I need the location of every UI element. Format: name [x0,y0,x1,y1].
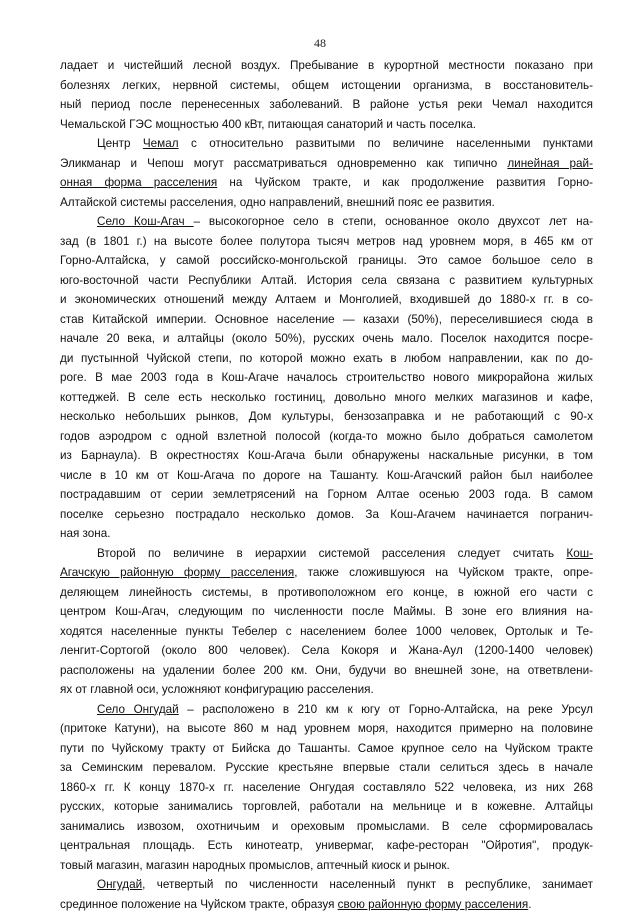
text-span: Эликманар и Чепош могут рассматриваться одновременно как типично [60,156,508,170]
text-line [60,446,593,465]
text-line [97,700,593,719]
text-line [60,407,593,426]
text-line [97,134,593,153]
text-span: годов аэродром с одной взлетной полосой (когда-то можно было добраться самолетом [60,429,593,443]
text-line [60,368,593,387]
text-span: ный период после перенесенных заболеваний. В районе устья реки Чемал находится [60,98,593,111]
text-span: ди пустынной Чуйской степи, по которой можно ехать в любом направлении, как по до- [60,351,593,365]
text-span: с относительно развитыми по величине населенными пунктами [178,137,593,150]
text-span: ях от главной оси, усложняют конфигурацию расселения. [60,683,374,696]
text-line [60,95,593,114]
text-span: зад (в 1801 г.) на высоте более полутора тысяч метров над уровнем моря, в 465 км от [60,234,593,248]
text-line [60,836,593,855]
text-line [60,641,593,660]
text-span: на Чуйском тракте, и как продолжение развития Горно- [217,176,593,189]
text-line [60,427,593,446]
text-line [60,466,593,485]
text-span: Второй по величине в иерархии системой расселения следует считать [97,546,567,560]
text-span: русских, которые занимались торговлей, работали на мельнице и в кожевне. Алтайцы [60,800,593,813]
text-line [60,563,593,582]
text-span: Центр [97,137,143,150]
text-span: . [528,897,532,911]
text-span: – высокогорное село в степи, основанное около двухсот лет на- [193,215,593,228]
text-span: деляющем линейность системы, в противоположном его конце, в южной его части с [60,585,593,599]
underlined-term: Село Онгудай [97,702,179,716]
underlined-term: онная форма расселения [60,176,218,189]
text-line [60,251,593,270]
text-span: центром Кош-Агач, следующим по численности после Маймы. В зоне его влияния на- [60,605,593,618]
text-span: ная зона. [60,527,111,540]
text-span: срединное положение на Чуйском тракте, образуя [60,897,338,911]
text-line [60,524,593,543]
text-line [60,310,593,329]
text-line [97,875,593,894]
underlined-term: линейная рай- [507,156,593,170]
text-span: юго-восточной части Республики Алтай. История села связана с развитием культурных [60,273,593,287]
text-span: , четвертый по численности населенный пункт в республике, занимает [142,878,593,891]
text-span: 1860-х гг. К концу 1870-х гг. население Онгудая составляло 522 человека, из них 268 [60,780,593,794]
text-span: центральная площадь. Есть кинотеатр, универмаг, кафе-ресторан "Ойротия", продук- [60,839,593,852]
underlined-term: Кош- [566,546,593,560]
text-span: из Барнаула). В окрестностях Кош-Агача были обнаружены наскальные рисунки, в том [60,449,593,462]
text-line [60,388,593,407]
underlined-term: Село Кош-Агач [97,215,194,228]
page-number: 48 [314,36,326,50]
text-span: Алтайской системы расселения, одно направлений, внешний пояс ее развития. [60,195,495,209]
text-line [60,680,593,699]
text-line [60,622,593,641]
text-line [60,271,593,290]
text-span: Горно-Алтайска, у самой российско-монгольской границы. Это самое большое село в [60,254,593,267]
text-span: ладает и чистейший лесной воздух. Пребывание в курортной местности показано при [60,59,593,72]
text-line [60,583,593,602]
underlined-term: Онгудай [97,878,143,891]
text-line [60,661,593,680]
text-line [97,544,593,563]
underlined-term: Агачскую районную форму расселения [60,566,295,579]
text-line [60,349,593,368]
text-span: болезнях легких, нервной системы, общем истощении организма, в восстановитель- [60,78,593,92]
text-line [60,290,593,309]
text-line [60,895,593,914]
text-span: числе в 10 км от Кош-Агача по дороге на Ташанту. Кош-Агачский район был наиболее [60,468,593,482]
text-line [60,485,593,504]
text-span: товый магазин, магазин народных промыслов, аптечный киоск и рынок. [60,858,450,872]
text-line [60,778,593,797]
text-span: ленгит-Сортогой (около 800 человек). Села Кокоря и Жана-Аул (1200-1400 человек) [60,644,593,657]
text-line [60,56,593,75]
text-line [60,758,593,777]
text-line [60,232,593,251]
text-span: несколько небольших рынков, Дом культуры, бензозаправка и не работающий с 90-х [60,410,593,423]
text-line [60,76,593,95]
text-span: роге. В мае 2003 года в Кош-Агаче началось строительство нового микрорайона жилых [60,371,593,384]
text-span: пострадавшим от серии землетрясений на Горном Алтае осенью 2003 года. В самом [60,488,593,501]
text-line [60,797,593,816]
underlined-term: Чемал [142,137,179,150]
text-line [60,856,593,875]
text-line [60,739,593,758]
text-line [60,719,593,738]
text-span: став Китайской империи. Основное население — казахи (50%), переселившиеся сюда в [60,312,593,326]
text-span: коттеджей. В селе есть несколько гостиниц, довольно много мелких магазинов и кафе, [60,390,593,404]
text-line [60,115,593,134]
text-span: и экономических отношений между Алтаем и Монголией, входившей до 1880-х гг. в со- [60,293,593,306]
text-line [60,173,593,192]
text-span: ходятся населенные пункты Тебелер с населением более 1000 человек, Ортолык и Те- [60,624,593,638]
text-span: – расположено в 210 км к югу от Горно-Алтайска, на реке Урсул [178,702,593,716]
text-span: занимались извозом, охотничьим и ореховым промыслами. В селе сформировалась [60,819,593,833]
text-line [60,602,593,621]
text-span: за Семинским перевалом. Русские крестьяне впервые стали селиться здесь в начале [60,761,593,774]
text-span: Чемальской ГЭС мощностью 400 кВт, питающая санаторий и часть поселка. [60,117,476,131]
text-span: поселке серьезно пострадало несколько домов. За Кош-Агачем начинается погранич- [60,507,593,521]
text-line [60,154,593,173]
text-line [97,212,593,231]
text-line [60,505,593,524]
text-line [60,817,593,836]
text-line [60,329,593,348]
underlined-term: свою районную форму расселения [337,897,529,911]
text-span: (притоке Катуни), на высоте 860 м над уровнем моря, находится примерно на половине [60,722,593,735]
text-span: пути по Чуйскому тракту от Бийска до Ташанты. Самое крупное село на Чуйском тракте [60,741,593,755]
text-line [60,193,593,212]
text-span: расположены на удалении более 200 км. Они, будучи во внешней зоне, на ответвлени- [60,663,593,677]
text-span: начале 20 века, и алтайцы (около 50%), русских очень мало. Поселок находится посре- [60,332,593,345]
text-span: , также сложившуюся на Чуйском тракте, опре- [294,566,593,579]
